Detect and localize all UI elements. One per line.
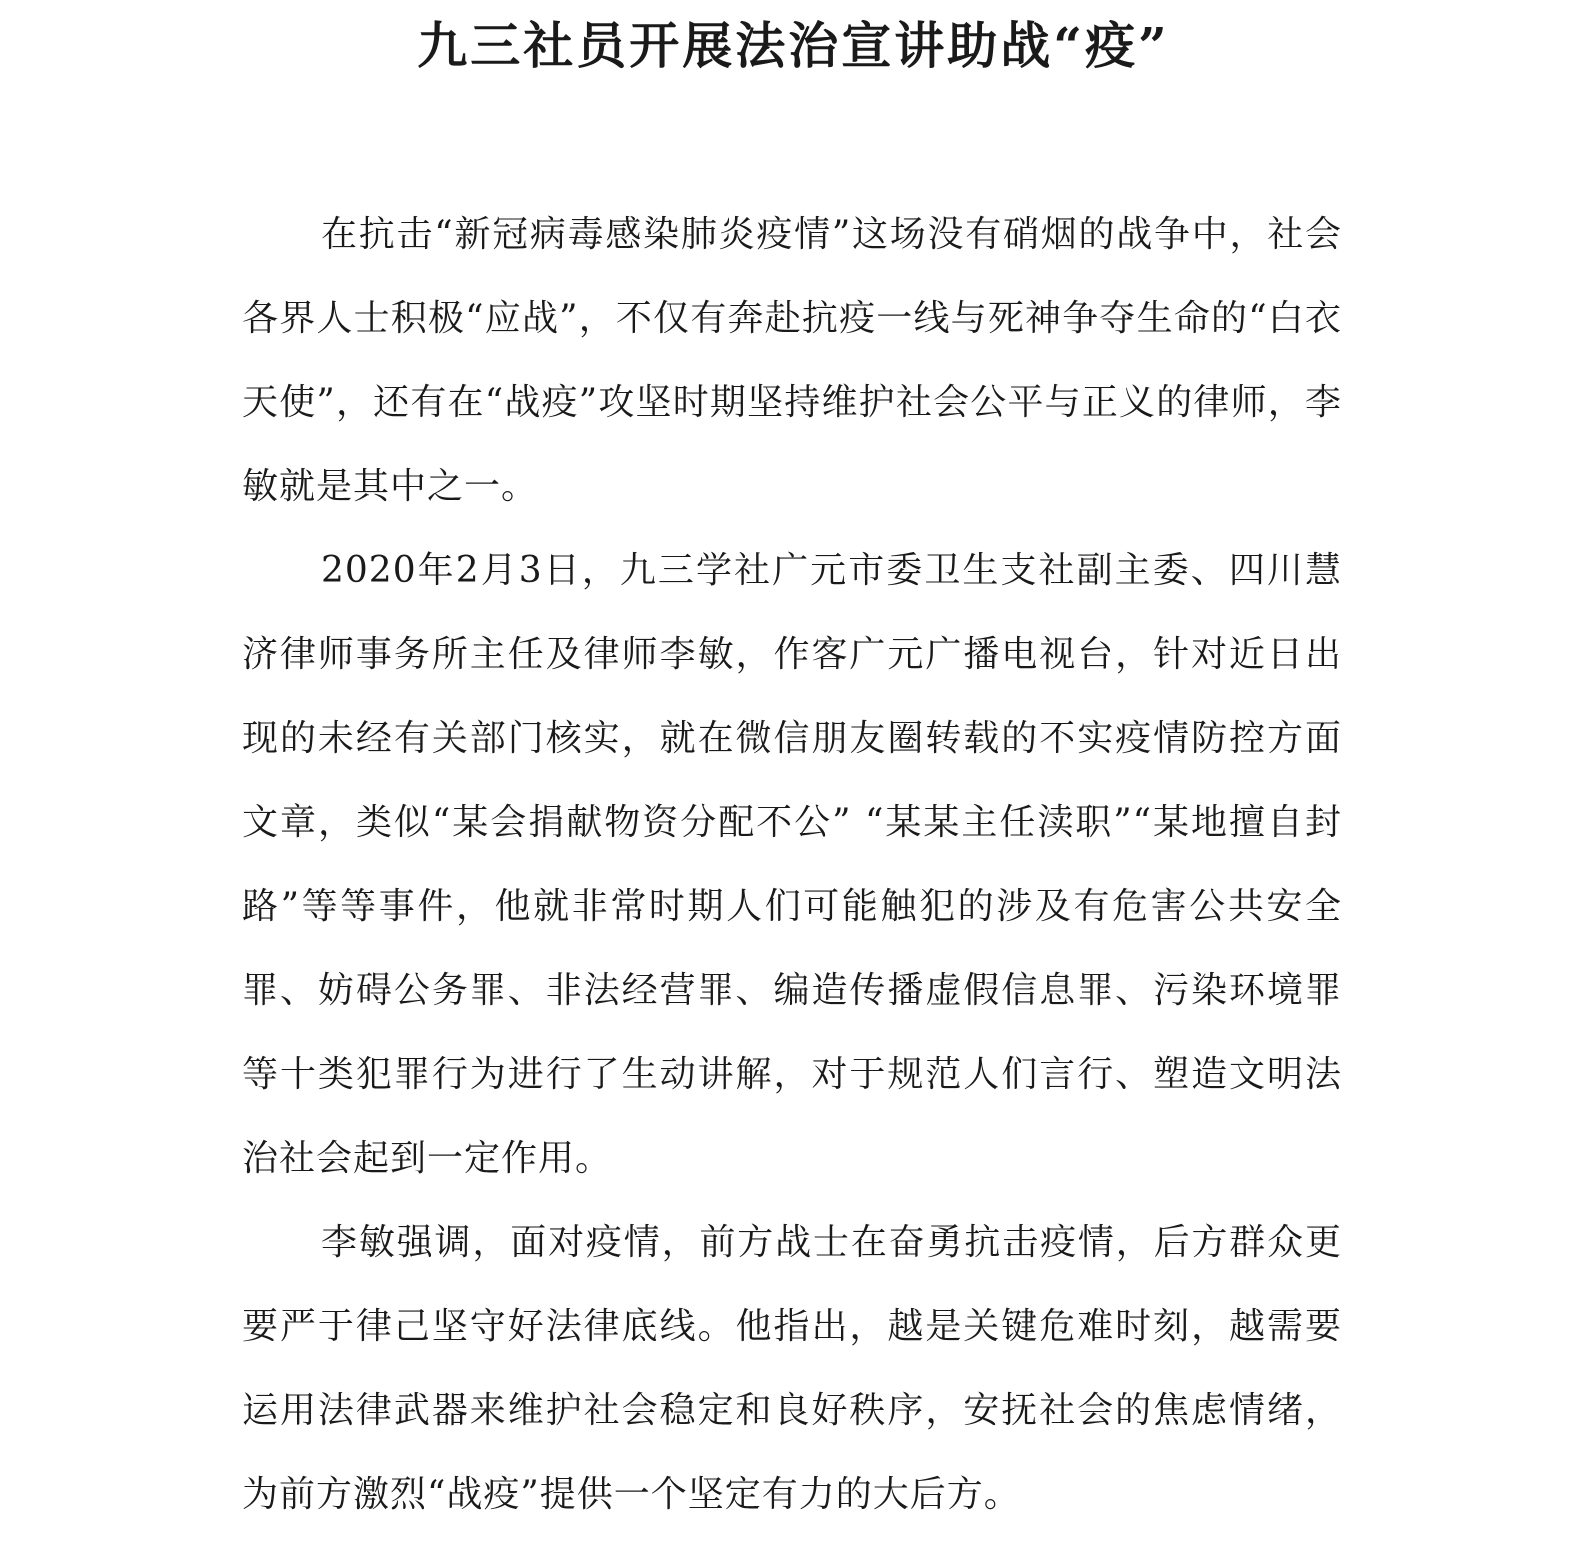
paragraph-2: 2020年2月3日，九三学社广元市委卫生支社副主委、四川慧济律师事务所主任及律师李敏，作客广元广播电视台，针对近日出现的未经有关部门核实，就在微信朋友圈转载的不实疫情防控方面文章，类似“某会捐献物资分配不公” “某某主任渎职”“某地擅自封路”等等事件，他就非常时期人们可能触犯的涉及有危害公共安全罪、妨碍公务罪、非法经营罪、编造传播虚假信息罪、污染环境罪等十类犯罪行为进行了生动讲解，对于规范人们言行、塑造文明法治社会起到一定作用。 [242,550,1342,1179]
document-title: 九三社员开展法治宣讲助战“疫” [417,16,1170,75]
paragraph-3: 李敏强调，面对疫情，前方战士在奋勇抗击疫情，后方群众更要严于律己坚守好法律底线。他指出，越是关键危难时刻，越需要运用法律武器来维护社会稳定和良好秩序，安抚社会的焦虑情绪，为前方激烈“战疫”提供一个坚定有力的大后方。 [242,1222,1342,1515]
document-body [242,193,1342,1537]
paragraph-1: 在抗击“新冠病毒感染肺炎疫情”这场没有硝烟的战争中，社会各界人士积极“应战”，不仅有奔赴抗疫一线与死神争夺生命的“白衣天使”，还有在“战疫”攻坚时期坚持维护社会公平与正义的律师，李敏就是其中之一。 [242,214,1342,507]
